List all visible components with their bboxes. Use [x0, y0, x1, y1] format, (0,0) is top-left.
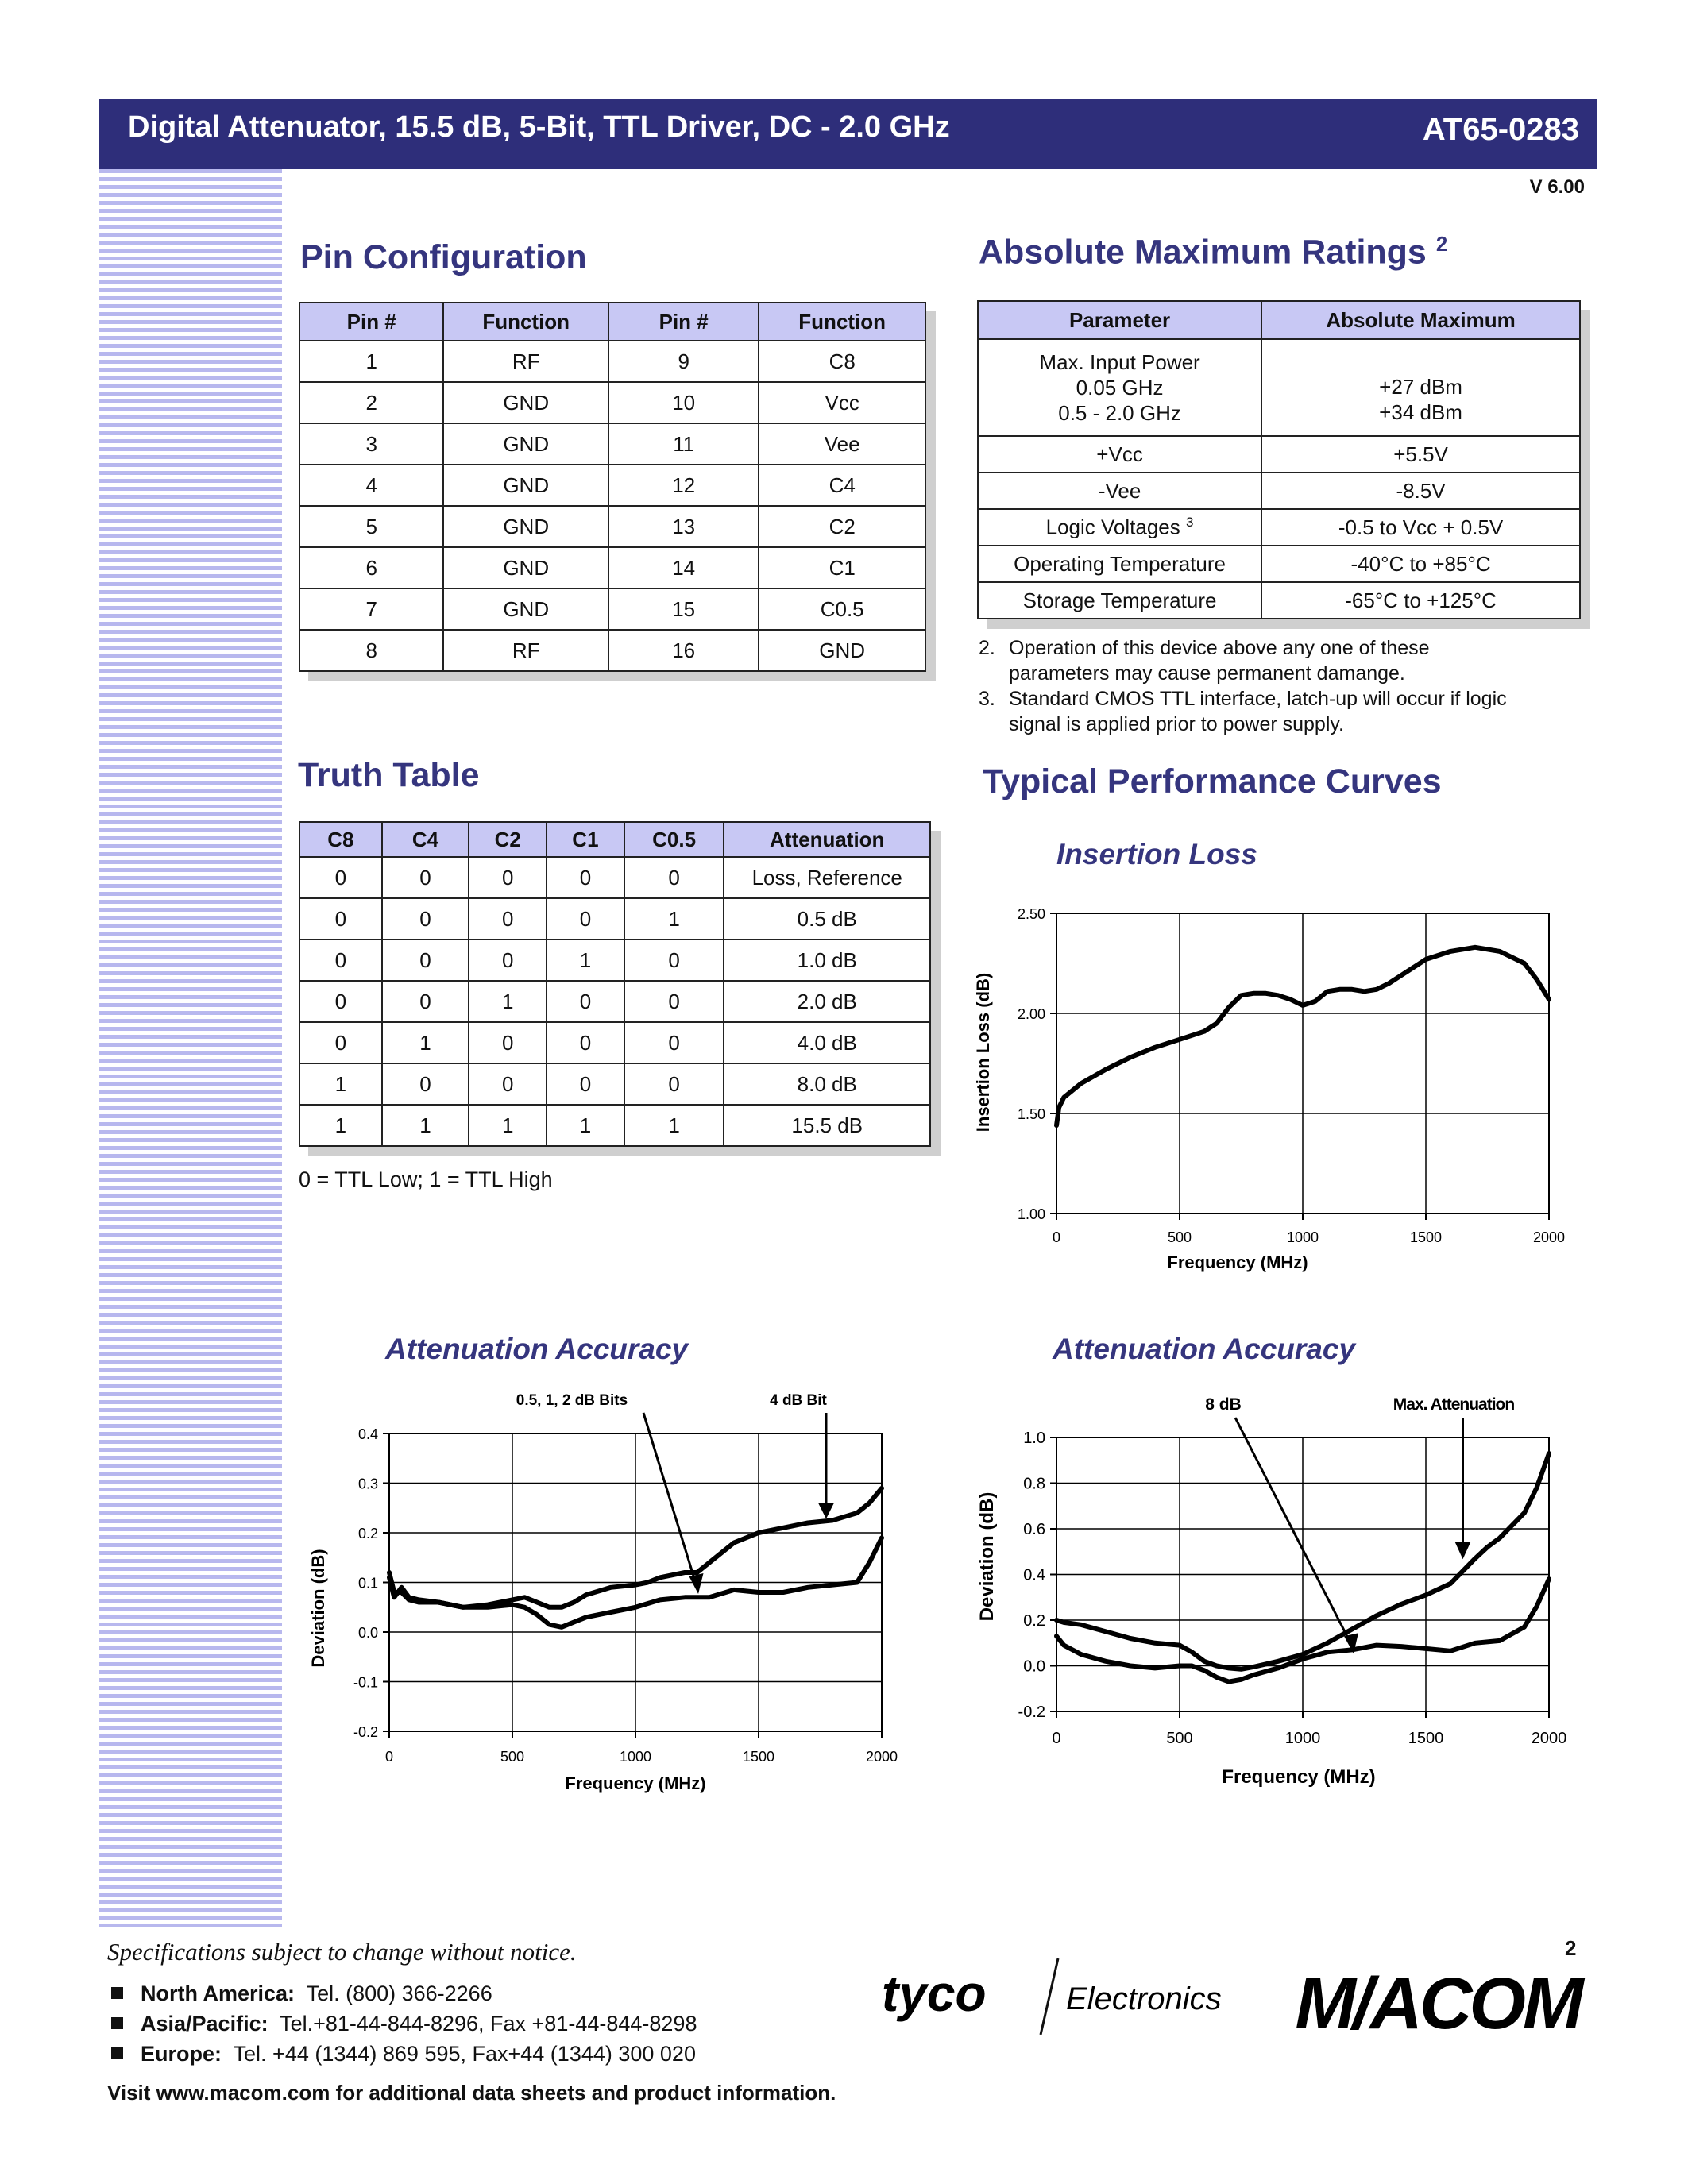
footnote-text: Operation of this device above any one of these	[1009, 637, 1430, 659]
version-label: V 6.00	[1529, 176, 1585, 198]
y-tick-label: 0.2	[1023, 1612, 1045, 1630]
table-cell: -Vee	[978, 473, 1261, 509]
insertion-loss-title: Insertion Loss	[1056, 838, 1257, 870]
atten-accuracy-chart-right	[961, 1378, 1589, 1799]
header-cell: Pin #	[299, 303, 443, 341]
footnote-text: Standard CMOS TTL interface, latch-up will occur if logic	[1009, 688, 1507, 710]
table-row	[299, 898, 930, 940]
contact-label: Europe:	[141, 2042, 222, 2066]
footnote	[979, 686, 1598, 737]
document-title: Digital Attenuator, 15.5 dB, 5-Bit, TTL Driver, DC - 2.0 GHz	[128, 110, 950, 144]
tyco-electronics-logo	[874, 1954, 1239, 2041]
table-row	[299, 547, 925, 588]
y-tick-label: 0.0	[357, 1625, 378, 1641]
table-cell: 0	[547, 898, 624, 940]
table-cell: 13	[608, 506, 759, 547]
annotation-arrow-line	[1235, 1418, 1352, 1646]
table-cell: 4.0 dB	[724, 1022, 930, 1063]
contact-value: Tel. (800) 366-2266	[306, 1981, 492, 2005]
table-cell: Loss, Reference	[724, 857, 930, 898]
table-cell: 0	[299, 981, 382, 1022]
table-cell: GND	[443, 506, 608, 547]
table-cell: 11	[608, 423, 759, 465]
electronics-wordmark: Electronics	[1066, 1981, 1222, 2016]
y-tick-label: -0.2	[353, 1724, 378, 1740]
table-cell: 0	[547, 857, 624, 898]
table-cell: GND	[759, 630, 925, 671]
table-cell: 1	[624, 898, 724, 940]
chart-annotations	[516, 1392, 834, 1594]
chart-ticks	[353, 1426, 898, 1765]
table-cell: 0	[299, 898, 382, 940]
truth-table	[299, 821, 931, 1147]
x-tick-label: 1500	[742, 1749, 775, 1765]
visit-website-note: Visit www.macom.com for additional data sheets and product information.	[107, 2081, 836, 2105]
table-cell: 0	[624, 1022, 724, 1063]
header-cell: C8	[299, 822, 382, 857]
truth-header-row	[299, 822, 930, 857]
y-tick-label: 2.50	[1017, 906, 1045, 922]
y-tick-label: 0.8	[1023, 1475, 1045, 1493]
x-tick-label: 0	[1052, 1229, 1061, 1245]
pin-config-header-row	[299, 303, 925, 341]
amr-power-sub: 0.5 - 2.0 GHz	[1058, 401, 1181, 425]
header-cell: Attenuation	[724, 822, 930, 857]
table-cell: 8	[299, 630, 443, 671]
footnote-text: parameters may cause permanent damange.	[1009, 662, 1405, 685]
table-row	[299, 630, 925, 671]
table-cell: GND	[443, 588, 608, 630]
table-cell: -40°C to +85°C	[1261, 546, 1580, 582]
footnote	[979, 635, 1598, 686]
table-cell: -8.5V	[1261, 473, 1580, 509]
table-cell: C2	[759, 506, 925, 547]
footnote-num: 3.	[979, 688, 995, 710]
table-cell: 0	[469, 1063, 547, 1105]
amr-param-sup: 3	[1186, 515, 1194, 531]
table-cell: RF	[443, 341, 608, 382]
page-number: 2	[1565, 1936, 1577, 1960]
table-cell: 1	[624, 1105, 724, 1146]
table-cell: 3	[299, 423, 443, 465]
y-tick-label: 1.00	[1017, 1206, 1045, 1222]
x-tick-label: 0	[384, 1749, 394, 1765]
table-cell: 16	[608, 630, 759, 671]
table-cell	[1261, 339, 1580, 436]
table-cell: 0	[469, 940, 547, 981]
table-cell: GND	[443, 423, 608, 465]
y-tick-label: 0.4	[357, 1426, 378, 1442]
x-axis-label: Frequency (MHz)	[1222, 1766, 1376, 1788]
x-tick-label: 1000	[1286, 1229, 1319, 1245]
table-cell	[978, 339, 1261, 436]
pin-config-title: Pin Configuration	[300, 238, 587, 276]
contact-value: Tel. +44 (1344) 869 595, Fax+44 (1344) 300 020	[233, 2042, 696, 2066]
x-tick-label: 2000	[1532, 1229, 1566, 1245]
logo-divider	[1041, 1958, 1058, 2035]
amr-notes	[979, 635, 1598, 737]
table-cell: 0	[624, 857, 724, 898]
table-cell: 0	[547, 1022, 624, 1063]
table-cell: C0.5	[759, 588, 925, 630]
table-cell: 2.0 dB	[724, 981, 930, 1022]
spec-disclaimer: Specifications subject to change without notice.	[107, 1938, 577, 1966]
tpc-title: Typical Performance Curves	[983, 762, 1442, 801]
table-cell: 0	[299, 857, 382, 898]
table-cell: Vcc	[759, 382, 925, 423]
chart-ticks	[1018, 1430, 1567, 1747]
table-cell: 2	[299, 382, 443, 423]
header-cell: Function	[759, 303, 925, 341]
table-row	[299, 1063, 930, 1105]
chart-ticks	[1018, 906, 1565, 1245]
table-row	[299, 1022, 930, 1063]
amr-power-value: +34 dBm	[1379, 400, 1462, 424]
annotation-label: Max. Attenuation	[1393, 1395, 1515, 1414]
table-cell	[978, 509, 1261, 546]
y-tick-label: 0.0	[1023, 1657, 1045, 1676]
table-row	[978, 339, 1580, 436]
x-tick-label: 0	[1052, 1730, 1061, 1747]
chart-grid	[1056, 1437, 1549, 1711]
x-tick-label: 500	[1166, 1730, 1193, 1747]
table-cell: 15	[608, 588, 759, 630]
contact-europe	[111, 2042, 696, 2066]
table-row	[299, 465, 925, 506]
y-tick-label: 0.3	[357, 1476, 378, 1492]
header-cell: C4	[382, 822, 469, 857]
table-cell: 1.0 dB	[724, 940, 930, 981]
annotation-label: 4 dB Bit	[770, 1392, 827, 1409]
amr-power-sub: 0.05 GHz	[1076, 376, 1164, 399]
table-cell: 1	[469, 1105, 547, 1146]
table-cell: 0	[382, 857, 469, 898]
table-cell: 6	[299, 547, 443, 588]
y-tick-label: -0.1	[353, 1674, 378, 1691]
chart-annotations	[1205, 1395, 1514, 1653]
table-cell: GND	[443, 547, 608, 588]
table-row	[299, 382, 925, 423]
x-axis-label: Frequency (MHz)	[1167, 1252, 1308, 1272]
decorative-stripe-bar	[99, 169, 282, 1927]
table-cell: 9	[608, 341, 759, 382]
atten-accuracy-title-left: Attenuation Accuracy	[385, 1333, 689, 1365]
table-cell: -0.5 to Vcc + 0.5V	[1261, 509, 1580, 546]
table-cell: 0	[624, 940, 724, 981]
bullet-icon	[111, 2017, 123, 2029]
table-cell: 0	[299, 1022, 382, 1063]
table-cell: 7	[299, 588, 443, 630]
y-axis-label: Deviation (dB)	[976, 1491, 998, 1622]
truth-table-title: Truth Table	[298, 756, 480, 794]
table-cell: 1	[469, 981, 547, 1022]
x-tick-label: 1000	[1284, 1730, 1321, 1747]
header-cell: Function	[443, 303, 608, 341]
tyco-wordmark: tyco	[882, 1965, 987, 2022]
x-tick-label: 1500	[1408, 1730, 1444, 1747]
table-cell: 1	[382, 1022, 469, 1063]
chart-grid	[1056, 913, 1549, 1214]
macom-logo	[1271, 1952, 1605, 2055]
y-tick-label: -0.2	[1018, 1704, 1045, 1721]
macom-wordmark: M/ACOM	[1295, 1963, 1581, 2044]
header-cell: C0.5	[624, 822, 724, 857]
annotation-arrowhead	[818, 1503, 834, 1518]
table-cell: 0	[469, 857, 547, 898]
x-tick-label: 1000	[619, 1749, 652, 1765]
amr-title	[979, 232, 1447, 272]
table-cell: 5	[299, 506, 443, 547]
header-cell: Parameter	[978, 301, 1261, 339]
table-cell: RF	[443, 630, 608, 671]
header-cell: C2	[469, 822, 547, 857]
y-tick-label: 2.00	[1017, 1006, 1045, 1022]
x-tick-label: 2000	[865, 1749, 898, 1765]
contact-asia-pacific	[111, 2012, 697, 2036]
x-axis-label: Frequency (MHz)	[565, 1773, 706, 1793]
table-cell: Operating Temperature	[978, 546, 1261, 582]
table-row	[299, 341, 925, 382]
table-row	[978, 473, 1580, 509]
chart-grid	[389, 1433, 882, 1731]
x-tick-label: 500	[1167, 1229, 1192, 1245]
table-cell: 1	[299, 1105, 382, 1146]
amr-param: Logic Voltages	[1045, 515, 1180, 539]
pin-config-table	[299, 302, 926, 672]
amr-table	[977, 300, 1581, 619]
table-row	[299, 423, 925, 465]
table-cell: 1	[299, 1063, 382, 1105]
y-axis-label: Deviation (dB)	[308, 1549, 328, 1668]
annotation-arrowhead	[689, 1573, 704, 1594]
y-tick-label: 1.0	[1023, 1430, 1045, 1447]
table-cell: 15.5 dB	[724, 1105, 930, 1146]
table-cell: 12	[608, 465, 759, 506]
table-cell: 1	[382, 1105, 469, 1146]
table-cell: 0	[624, 1063, 724, 1105]
part-number: AT65-0283	[1422, 112, 1579, 147]
table-row	[978, 436, 1580, 473]
table-cell: 14	[608, 547, 759, 588]
table-cell: 0	[469, 898, 547, 940]
annotation-label: 8 dB	[1205, 1395, 1242, 1414]
truth-table-note: 0 = TTL Low; 1 = TTL High	[299, 1167, 553, 1191]
table-cell: C1	[759, 547, 925, 588]
table-cell: 0	[382, 898, 469, 940]
x-tick-label: 500	[500, 1749, 525, 1765]
y-tick-label: 0.6	[1023, 1521, 1045, 1538]
table-cell: 0	[299, 940, 382, 981]
page-header	[99, 99, 1597, 169]
table-cell: 0	[547, 1063, 624, 1105]
table-row	[978, 582, 1580, 619]
x-tick-label: 2000	[1531, 1730, 1567, 1747]
contact-value: Tel.+81-44-844-8296, Fax +81-44-844-8298	[280, 2012, 697, 2035]
table-cell: 10	[608, 382, 759, 423]
table-cell: 4	[299, 465, 443, 506]
table-cell: 0	[469, 1022, 547, 1063]
amr-title-text: Absolute Maximum Ratings	[979, 233, 1427, 272]
table-cell: 0	[547, 981, 624, 1022]
table-cell: 0	[624, 981, 724, 1022]
table-cell: 1	[299, 341, 443, 382]
table-cell: C4	[759, 465, 925, 506]
header-cell: Pin #	[608, 303, 759, 341]
table-cell: 8.0 dB	[724, 1063, 930, 1105]
table-cell: +Vcc	[978, 436, 1261, 473]
y-axis-label: Insertion Loss (dB)	[973, 972, 993, 1133]
amr-title-sup: 2	[1435, 232, 1448, 256]
table-row	[299, 940, 930, 981]
table-cell: 0	[382, 1063, 469, 1105]
y-tick-label: 1.50	[1017, 1106, 1045, 1122]
table-row	[299, 506, 925, 547]
table-row	[978, 509, 1580, 546]
table-cell: GND	[443, 465, 608, 506]
annotation-label: 0.5, 1, 2 dB Bits	[516, 1392, 628, 1409]
table-row	[299, 981, 930, 1022]
contact-north-america	[111, 1981, 492, 2006]
table-row	[299, 1105, 930, 1146]
atten-accuracy-chart-left	[302, 1378, 937, 1799]
x-tick-label: 1500	[1409, 1229, 1443, 1245]
table-row	[299, 857, 930, 898]
table-cell: Storage Temperature	[978, 582, 1261, 619]
bullet-icon	[111, 2047, 123, 2059]
header-cell: Absolute Maximum	[1261, 301, 1580, 339]
table-cell: 0	[382, 940, 469, 981]
table-cell: +5.5V	[1261, 436, 1580, 473]
footnote-num: 2.	[979, 637, 995, 659]
bullet-icon	[111, 1987, 123, 1999]
table-row	[299, 588, 925, 630]
y-tick-label: 0.4	[1023, 1566, 1045, 1584]
table-cell: GND	[443, 382, 608, 423]
amr-power-value: +27 dBm	[1379, 375, 1462, 399]
y-tick-label: 0.2	[357, 1526, 378, 1542]
atten-accuracy-title-right: Attenuation Accuracy	[1053, 1333, 1356, 1365]
table-cell: -65°C to +125°C	[1261, 582, 1580, 619]
table-cell: 0.5 dB	[724, 898, 930, 940]
y-tick-label: 0.1	[357, 1575, 378, 1592]
footnote-text: signal is applied prior to power supply.	[1009, 713, 1344, 735]
table-row	[978, 546, 1580, 582]
contact-label: Asia/Pacific:	[141, 2012, 268, 2035]
table-cell: Vee	[759, 423, 925, 465]
amr-header-row	[978, 301, 1580, 339]
table-cell: 0	[382, 981, 469, 1022]
contact-label: North America:	[141, 1981, 295, 2005]
insertion-loss-chart	[961, 882, 1581, 1287]
table-cell: 1	[547, 940, 624, 981]
header-cell: C1	[547, 822, 624, 857]
annotation-arrow-line	[643, 1413, 697, 1588]
table-cell: C8	[759, 341, 925, 382]
table-cell: 1	[547, 1105, 624, 1146]
amr-power-label: Max. Input Power	[1039, 350, 1200, 374]
annotation-arrowhead	[1455, 1542, 1471, 1559]
